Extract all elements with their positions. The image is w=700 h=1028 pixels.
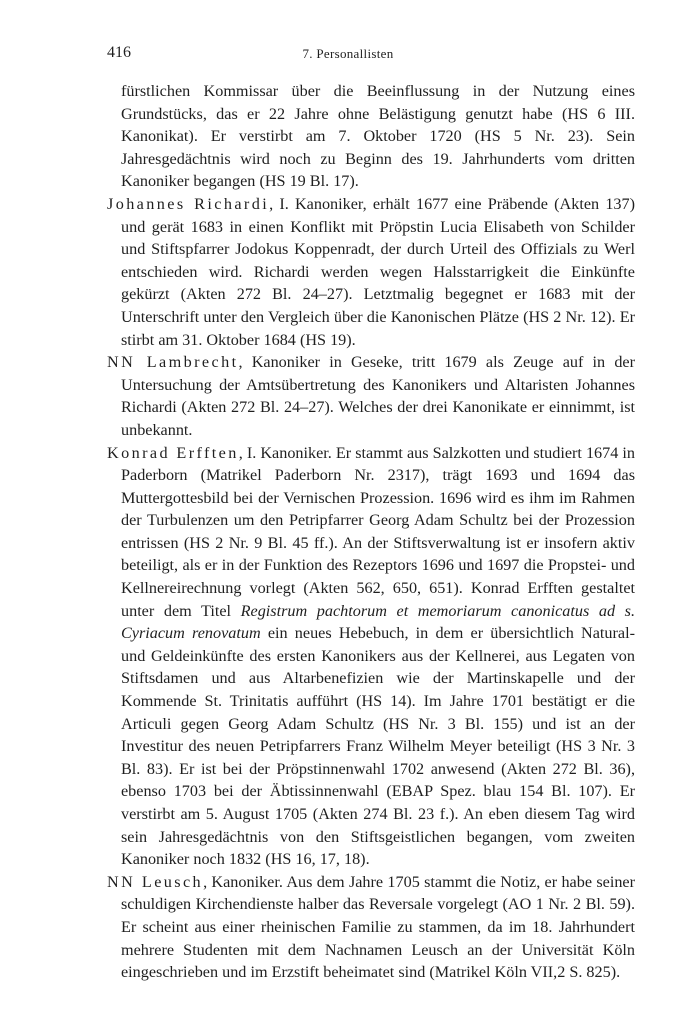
entry-name: Konrad Erfften [107,443,239,462]
entry-title-italic: Registrum pachtorum et memoriarum canonicatus ad s. Cyriacum renovatum [121,601,635,643]
entry-nn-lambrecht [107,351,635,441]
entry-johannes-richardi [107,193,635,351]
entry-text: ein neues Hebebuch, in dem er übersichtlich Natural- und Geldeinkünfte des ersten Kanonikers aus der Kellnerei, aus Legaten von Stiftsdamen und aus Altarbenefizien wie der Martinskapelle und der Kommende St. Trinitatis aufführt (HS 14). Im Jahre 1701 bestätigt er die Articuli gegen Georg Adam Schultz (HS Nr. 3 Bl. 155) und ist an der Investitur des neuen Petripfarrers Franz Wilhelm Meyer beteiligt (HS 3 Nr. 3 Bl. 83). Er ist bei der Pröpstinnenwahl 1702 anwesend (Akten 272 Bl. 36), ebenso 1703 bei der Äbtissinnenwahl (EBAP Spez. blau 154 Bl. 107). Er verstirbt am 5. August 1705 (Akten 274 Bl. 23 f.). An eben diesem Tag wird sein Jahresgedächtnis von den Stiftsgeistlichen begangen, vom zweiten Kanoniker noch 1832 (HS 16, 17, 18). [121,624,635,869]
entry-text: , I. Kanoniker. Er stammt aus Salzkotten und studiert 1674 in Paderborn (Matrikel Paderborn Nr. 2317), trägt 1693 und 1694 das Muttergottesbild bei der Vernischen Prozession. 1696 wird es ihm im Rahmen der Turbulenzen um den Petripfarrer Georg Adam Schultz bei der Prozession entrissen (HS 2 Nr. 9 Bl. 45 ff.). An der Stiftsverwaltung ist er insofern aktiv beteiligt, als er in der Funktion des Rezeptors 1696 und 1697 die Propstei- und Kellnereirechnung vorlegt (Akten 562, 650, 651). Konrad Erfften gestaltet unter dem Titel [121,443,635,620]
entry-nn-leusch [107,871,635,984]
entry-name: NN Lambrecht [107,353,239,372]
running-title: 7. Personallisten [302,46,394,61]
entry-text: , I. Kanoniker, erhält 1677 eine Präbende (Akten 137) und gerät 1683 in einen Konflikt mit Pröpstin Lucia Elisabeth von Schilder und Stiftspfarrer Jodokus Koppenradt, der durch Urteil des Offizials zu Werl entschieden wird. Richardi werden wegen Halsstarrigkeit die Einkünfte gekürzt (Akten 272 Bl. 24–27). Letztmalig begegnet er 1683 mit der Unterschrift unter den Vergleich über die Kanonischen Plätze (HS 2 Nr. 12). Er stirbt am 31. Oktober 1684 (HS 19). [121,194,635,349]
entry-text: fürstlichen Kommissar über die Beeinflussung in der Nutzung eines Grundstücks, das er 22 Jahre ohne Belästigung genutzt habe (HS 6 III. Kanonikat). Er verstirbt am 7. Oktober 1720 (HS 5 Nr. 23). Sein Jahresgedächtnis wird noch zu Beginn des 19. Jahrhunderts vom dritten Kanoniker begangen (HS 19 Bl. 17). [121,82,635,191]
entry-text: , Kanoniker in Geseke, tritt 1679 als Zeuge auf in der Untersuchung der Amtsübertretung des Kanonikers und Altaristen Johannes Richardi (Akten 272 Bl. 24–27). Welches der drei Kanonikate er einnimmt, ist unbekannt. [121,353,635,439]
entry-continuation [107,80,635,193]
entry-name: NN Leusch [107,872,204,891]
page-number: 416 [107,44,131,61]
entry-name: Johannes Richardi [107,194,270,213]
entry-konrad-erfften [107,442,635,871]
text-body [107,80,635,984]
entry-text: , Kanoniker. Aus dem Jahre 1705 stammt die Notiz, er habe seiner schuldigen Kirchendienste halber das Reversale vorgelegt (AO 1 Nr. 2 Bl. 59). Er scheint aus einer rheinischen Familie zu stammen, da im 18. Jahrhundert mehrere Studenten mit dem Nachnamen Leusch an der Universität Köln eingeschrieben und im Erzstift beheimatet sind (Matrikel Köln VII,2 S. 825). [121,872,635,982]
page-header [107,44,589,64]
